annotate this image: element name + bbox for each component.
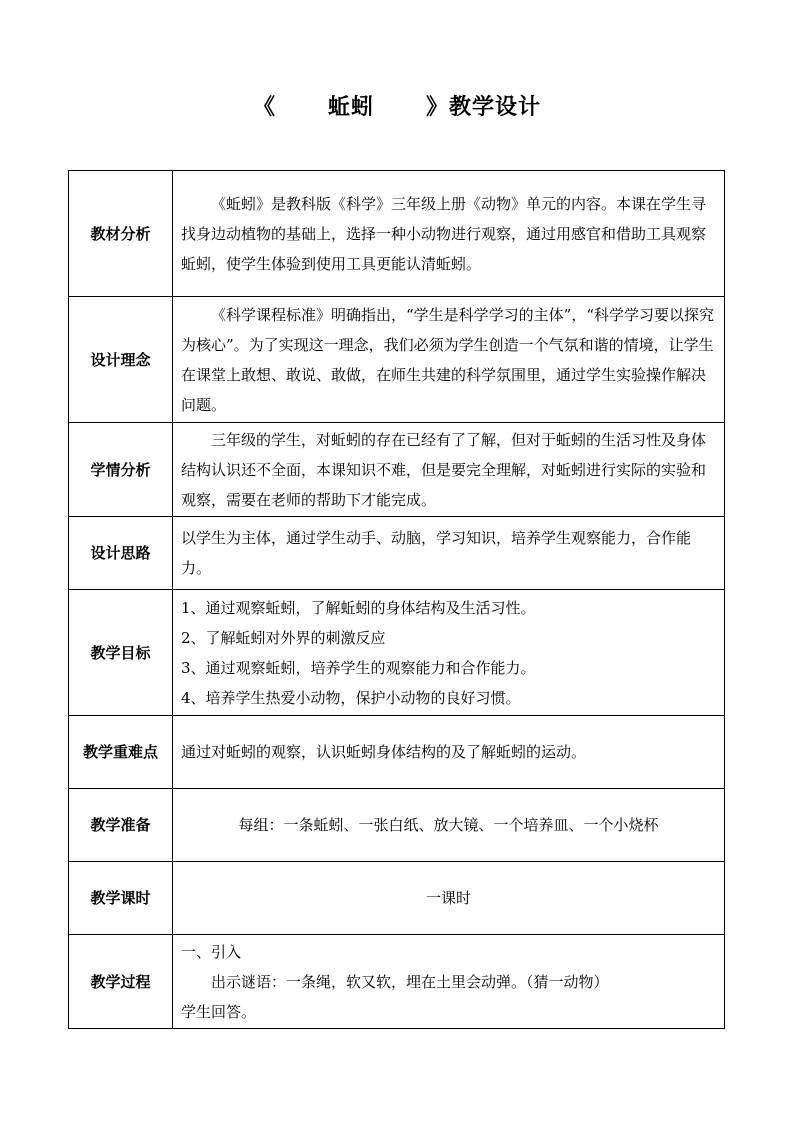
table-row-class-hours [69, 862, 725, 935]
table-row-student-analysis [69, 423, 725, 517]
table-row-design-ideas [69, 517, 725, 590]
row-content [173, 789, 725, 862]
content-paragraph: 通过对蚯蚓的观察，认识蚯蚓身体结构的及了解蚯蚓的运动。 [181, 743, 587, 761]
row-label: 学情分析 [69, 423, 173, 517]
goal-item: 3、通过观察蚯蚓，培养学生的观察能力和合作能力。 [181, 658, 536, 677]
process-heading: 一、引入 [181, 942, 242, 961]
row-content [173, 935, 725, 1029]
content-paragraph: 一课时 [425, 889, 471, 907]
row-label: 教学准备 [69, 789, 173, 862]
table-row-design-concept [69, 297, 725, 423]
row-content [173, 590, 725, 716]
table-row-teaching-process [69, 935, 725, 1029]
goal-item: 2、了解蚯蚓对外界的刺激反应 [181, 628, 386, 647]
row-content [173, 171, 725, 297]
content-paragraph: 以学生为主体，通过学生动手、动脑，学习知识，培养学生观察能力，合作能力。 [181, 529, 692, 577]
process-line: 学生回答。 [181, 1002, 257, 1021]
table-row-textbook-analysis [69, 171, 725, 297]
document-title: 《 蚯蚓 》教学设计 [253, 94, 541, 120]
table-row-teaching-preparation [69, 789, 725, 862]
row-label: 教学目标 [69, 590, 173, 716]
row-label: 教学过程 [69, 935, 173, 1029]
row-content [173, 517, 725, 590]
goal-item: 4、培养学生热爱小动物，保护小动物的良好习惯。 [181, 688, 521, 707]
content-paragraph: 《蚯蚓》是教科版《科学》三年级上册《动物》单元的内容。本课在学生寻找身边动植物的基础上，选择一种小动物进行观察，通过用感官和借助工具观察蚯蚓，使学生体验到使用工具更能认清蚯蚓。 [181, 194, 707, 273]
row-label: 教材分析 [69, 171, 173, 297]
row-label: 设计理念 [69, 297, 173, 423]
row-content [173, 716, 725, 789]
content-paragraph: 《科学课程标准》明确指出，“学生是科学学习的主体”，“科学学习要以探究为核心”。为了实现这一理念，我们必须为学生创造一个气氛和谐的情境，让学生在课堂上敢想、敢说、敢做，在师生共建的科学氛围里，通过学生实验操作解决问题。 [181, 305, 715, 414]
content-paragraph: 三年级的学生，对蚯蚓的存在已经有了了解，但对于蚯蚓的生活习性及身体结构认识还不全面，本课知识不难，但是要完全理解，对蚯蚓进行实际的实验和观察，需要在老师的帮助下才能完成。 [181, 430, 707, 509]
row-label: 设计思路 [69, 517, 173, 590]
row-content [173, 297, 725, 423]
row-label: 教学课时 [69, 862, 173, 935]
row-content [173, 423, 725, 517]
teaching-design-table [68, 170, 725, 1029]
process-line: 出示谜语：一条绳，软又软，埋在土里会动弹。（猜一动物） [211, 972, 609, 991]
table-row-key-difficulties [69, 716, 725, 789]
goal-item: 1、通过观察蚯蚓，了解蚯蚓的身体结构及生活习性。 [181, 598, 536, 617]
row-content [173, 862, 725, 935]
row-label: 教学重难点 [69, 716, 173, 789]
table-row-teaching-goals [69, 590, 725, 716]
content-paragraph: 每组：一条蚯蚓、一张白纸、放大镜、一个培养皿、一个小烧杯 [238, 816, 659, 834]
